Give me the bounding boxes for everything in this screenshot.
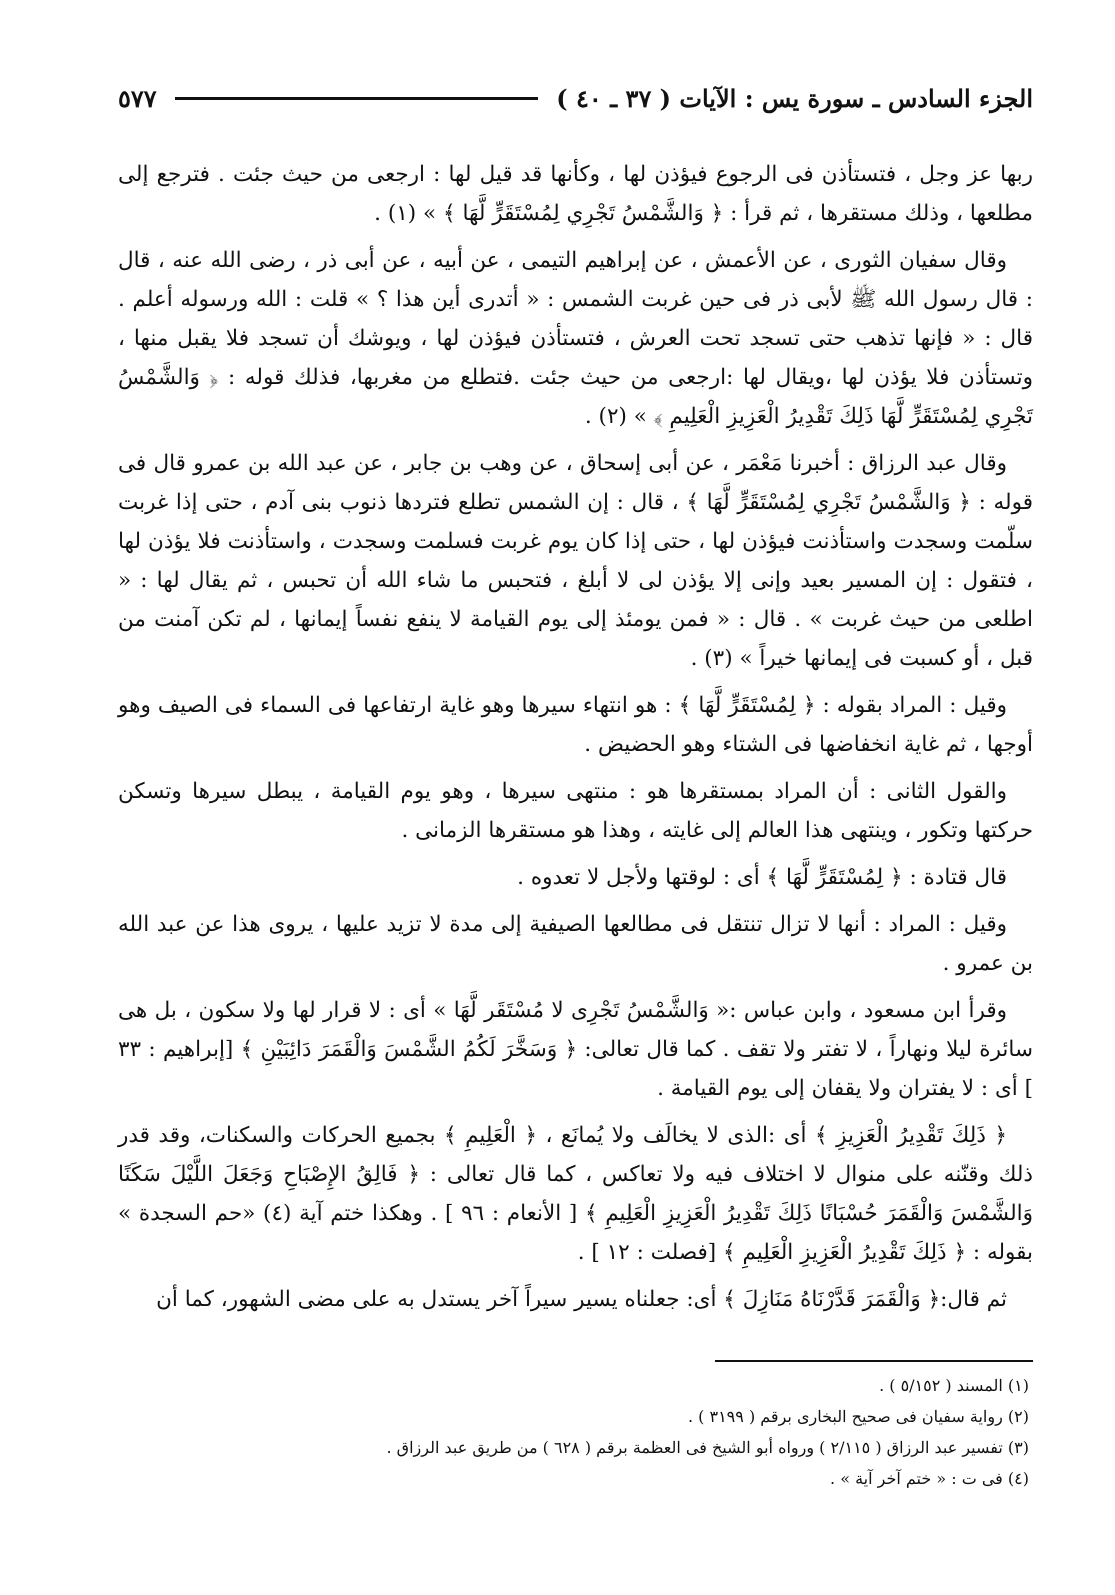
paragraph: ﴿ ذَلِكَ تَقْدِيرُ الْعَزِيزِ ﴾ أى :الذى لا يخالَف ولا يُمانَع ، ﴿ الْعَلِيمِ ﴾ بجميع الحركات والسكنات، وقد قدر ذلك وقنّنه على منوال لا اختلاف فيه ولا تعاكس ، كما قال تعالى : ﴿ فَالِقُ الإِصْبَاحِ وَجَعَلَ اللَّيْلَ سَكَنًا وَالشَّمْسَ وَالْقَمَرَ حُسْبَانًا ذَلِكَ تَقْدِيرُ الْعَزِيزِ الْعَلِيمِ ﴾ [ الأنعام : ٩٦ ] . وهكذا ختم آية (٤) «حم السجدة » بقوله : ﴿ ذَلِكَ تَقْدِيرُ الْعَزِيزِ الْعَلِيمِ ﴾ [فصلت : ١٢ ] . xyxy=(118,1123,1033,1265)
header-rule xyxy=(175,97,539,100)
paragraph: ثم قال:﴿ وَالْقَمَرَ قَدَّرْنَاهُ مَنَازِلَ ﴾ أى: جعلناه يسير سيراً آخر يستدل به على مضى الشهور، كما أن xyxy=(156,1287,1007,1312)
paragraph: وقال سفيان الثورى ، عن الأعمش ، عن إبراهيم التيمى ، عن أبيه ، عن أبى ذر ، رضى الله عنه ، قال : قال رسول الله ﷺ لأبى ذر فى حين غربت الشمس : « أتدرى أين هذا ؟ » قلت : الله ورسوله أعلم . قال : « فإنها تذهب حتى تسجد تحت العرش ، فتستأذن فيؤذن لها ، ويوشك أن تسجد فلا يقبل منها ، وتستأذن فلا يؤذن لها ،ويقال لها :ارجعى من حيث جئت .فتطلع من مغربها، فذلك قوله : ﴿ وَالشَّمْسُ تَجْرِي لِمُسْتَقَرٍّ لَّهَا ذَلِكَ تَقْدِيرُ الْعَزِيزِ الْعَلِيمِ ﴾ » (٢) . xyxy=(118,248,1033,429)
paragraph: وقيل : المراد بقوله : ﴿ لِمُسْتَقَرٍّ لَّهَا ﴾ : هو انتهاء سيرها وهو غاية ارتفاعها فى السماء فى الصيف وهو أوجها ، ثم غاية انخفاضها فى الشتاء وهو الحضيض . xyxy=(118,693,1033,757)
page-number: ٥٧٧ xyxy=(118,83,157,113)
paragraph: وقال عبد الرزاق : أخبرنا مَعْمَر ، عن أبى إسحاق ، عن وهب بن جابر ، عن عبد الله بن عمرو قال فى قوله : ﴿ وَالشَّمْسُ تَجْرِي لِمُسْتَقَرٍّ لَّهَا ﴾ ، قال : إن الشمس تطلع فتردها ذنوب بنى آدم ، حتى إذا غربت سلّمت وسجدت واستأذنت فيؤذن لها ، حتى إذا كان يوم غربت فسلمت وسجدت ، واستأذنت فلا يؤذن لها ، فتقول : إن المسير بعيد وإنى إلا يؤذن لى لا أبلغ ، فتحبس ما شاء الله أن تحبس ، ثم يقال لها : « اطلعى من حيث غربت » . قال : « فمن يومئذ إلى يوم القيامة لا ينفع نفساً إيمانها ، لم تكن آمنت من قبل ، أو كسبت فى إيمانها خيراً » (٣) . xyxy=(118,451,1033,671)
paragraph: قال قتادة : ﴿ لِمُسْتَقَرٍّ لَّهَا ﴾ أى : لوقتها ولأجل لا تعدوه . xyxy=(517,865,1007,890)
paragraph: وقيل : المراد : أنها لا تزال تنتقل فى مطالعها الصيفية إلى مدة لا تزيد عليها ، يروى هذا عن عبد الله بن عمرو . xyxy=(118,912,1033,976)
paragraph: ربها عز وجل ، فتستأذن فى الرجوع فيؤذن لها ، وكأنها قد قيل لها : ارجعى من حيث جئت . فترجع إلى مطلعها ، وذلك مستقرها ، ثم قرأ : ﴿ وَالشَّمْسُ تَجْرِي لِمُسْتَقَرٍّ لَّهَا ﴾ » (١) . xyxy=(118,162,1033,226)
footnote: (٣) تفسير عبد الرزاق ( ٢/١١٥ ) ورواه أبو الشيخ فى العظمة برقم ( ٦٢٨ ) من طريق عبد الرزاق . xyxy=(386,1438,1029,1457)
footnote: (٤) فى ت : « ختم آخر آية » . xyxy=(830,1469,1029,1488)
paragraph: وقرأ ابن مسعود ، وابن عباس :« وَالشَّمْسُ تَجْرِى لا مُسْتَقَر لَّهَا » أى : لا قرار لها ولا سكون ، بل هى سائرة ليلا ونهاراً ، لا تفتر ولا تقف . كما قال تعالى: ﴿ وَسَخَّرَ لَكُمُ الشَّمْسَ وَالْقَمَرَ دَائِبَيْنِ ﴾ [إبراهيم : ٣٣ ] أى : لا يفتران ولا يقفان إلى يوم القيامة . xyxy=(118,998,1033,1101)
main-text xyxy=(118,155,1033,1327)
paragraph: والقول الثانى : أن المراد بمستقرها هو : منتهى سيرها ، وهو يوم القيامة ، يبطل سيرها وتسكن حركتها وتكور ، وينتهى هذا العالم إلى غايته ، وهذا هو مستقرها الزمانى . xyxy=(118,779,1033,843)
footnote-separator xyxy=(715,1360,1033,1362)
running-title: الجزء السادس ـ سورة يس : الآيات ( ٣٧ ـ ٤٠ ) xyxy=(556,83,1033,113)
footnotes xyxy=(118,1370,1029,1494)
page-header xyxy=(118,78,1033,118)
footnote: (٢) رواية سفيان فى صحيح البخارى برقم ( ٣١٩٩ ) . xyxy=(687,1407,1029,1426)
footnote: (١) المسند ( ٥/١٥٢ ) . xyxy=(879,1376,1029,1395)
